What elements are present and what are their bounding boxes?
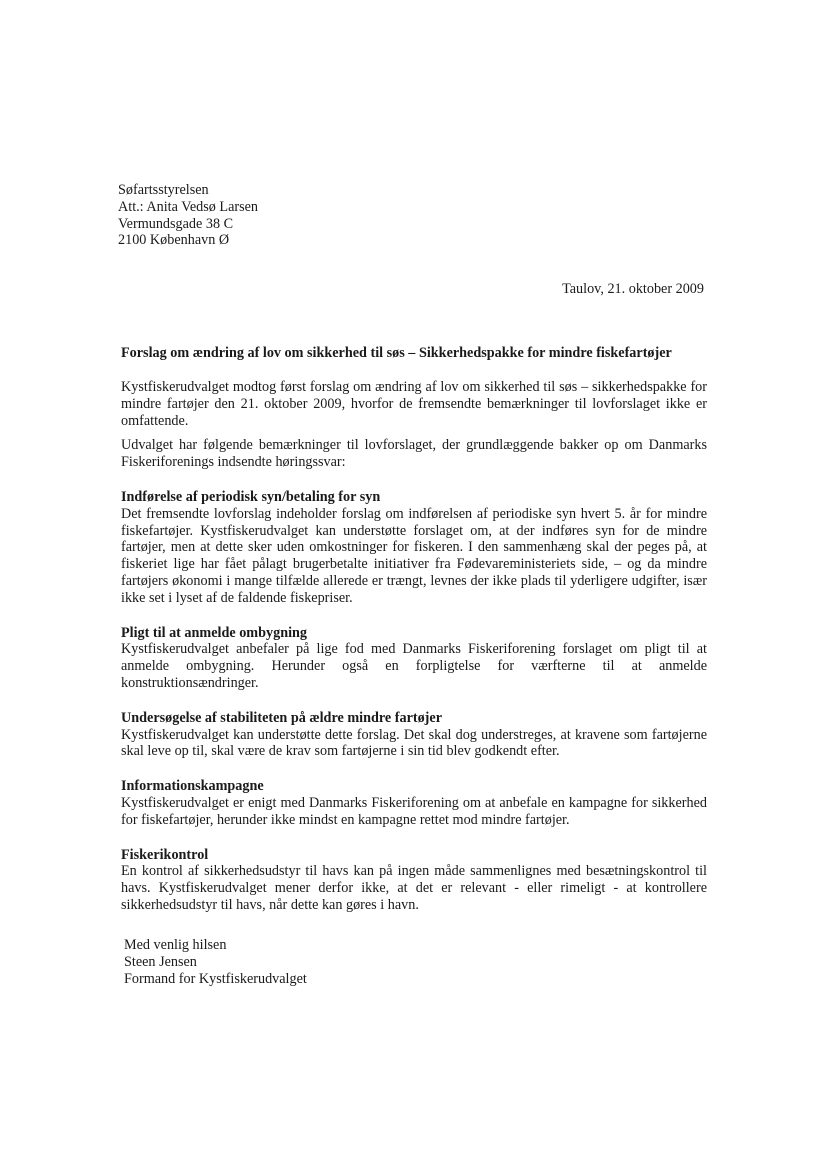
intro-paragraph: Kystfiskerudvalget modtog først forslag om ændring af lov om sikkerhed til søs – sikkerhedspakke for mindre fartøjer den 21. oktober 2009, hvorfor de fremsendte bemærkninger til lovforslaget ikke er omfattende.: [121, 379, 707, 429]
section-heading: Fiskerikontrol: [121, 846, 209, 863]
recipient-address: [118, 182, 258, 249]
recipient-city: 2100 København Ø: [118, 232, 230, 249]
letter-body: [121, 379, 707, 932]
section-text: En kontrol af sikkerhedsudstyr til havs kan på ingen måde sammenlignes med besætningskontrol til havs. Kystfiskerudvalget mener derfor ikke, at det er relevant - eller rimeligt - at kontrollere sikkerhedsudstyr til havs, når dette kan gøres i havn.: [121, 863, 707, 913]
signer-name: Steen Jensen: [124, 953, 197, 970]
intro-paragraph: Udvalget har følgende bemærkninger til lovforslaget, der grundlæggende bakker op om Danmarks Fiskeriforenings indsendte høringssvar:: [121, 437, 707, 471]
section-heading: Undersøgelse af stabiliteten på ældre mindre fartøjer: [121, 709, 443, 726]
signer-title: Formand for Kystfiskerudvalget: [124, 970, 307, 987]
section-text: Det fremsendte lovforslag indeholder forslag om indførelsen af periodiske syn hvert 5. år for mindre fiskefartøjer. Kystfiskerudvalget kan understøtte forslaget om, at der indføres syn for de mindre fartøjer, men at dette sker uden omkostninger for fiskeren. I den sammenhæng skal der peges på, at fiskeriet lige har fået pålagt brugerbetalte initiativer fra Fødevareministeriets side, – og da mindre fartøjers økonomi i mange tilfælde allerede er trængt, levnes der ikke plads til yderligere udgifter, især ikke set i lyset af de faldende fiskepriser.: [121, 505, 707, 606]
section-heading: Indførelse af periodisk syn/betaling for syn: [121, 488, 381, 505]
recipient-street: Vermundsgade 38 C: [118, 215, 234, 232]
letter-subject: Forslag om ændring af lov om sikkerhed til søs – Sikkerhedspakke for mindre fiskefartøjer: [121, 345, 672, 361]
section-fishery-control: [121, 847, 707, 914]
letter-closing: [124, 937, 307, 987]
section-heading: Informationskampagne: [121, 778, 264, 795]
section-rebuild-notification: [121, 625, 707, 692]
section-periodic-inspection: [121, 489, 707, 607]
section-text: Kystfiskerudvalget kan understøtte dette forslag. Det skal dog understreges, at kravene som fartøjerne skal leve op til, skal være de krav som fartøjerne i sin tid blev godkendt efter.: [121, 726, 707, 760]
closing-greeting: Med venlig hilsen: [124, 937, 227, 953]
section-stability-study: [121, 710, 707, 760]
section-information-campaign: [121, 778, 707, 828]
letter-date: Taulov, 21. oktober 2009: [562, 281, 704, 297]
recipient-attention: Att.: Anita Vedsø Larsen: [118, 198, 259, 215]
recipient-org: Søfartsstyrelsen: [118, 182, 209, 198]
section-text: Kystfiskerudvalget anbefaler på lige fod med Danmarks Fiskeriforening forslaget om pligt til at anmelde ombygning. Herunder også en forpligtelse for værfterne til at anmelde konstruktionsændringer.: [121, 641, 707, 691]
section-heading: Pligt til at anmelde ombygning: [121, 624, 308, 641]
section-text: Kystfiskerudvalget er enigt med Danmarks Fiskeriforening om at anbefale en kampagne for sikkerhed for fiskefartøjer, herunder ikke mindst en kampagne rettet mod mindre fartøjer.: [121, 794, 707, 828]
